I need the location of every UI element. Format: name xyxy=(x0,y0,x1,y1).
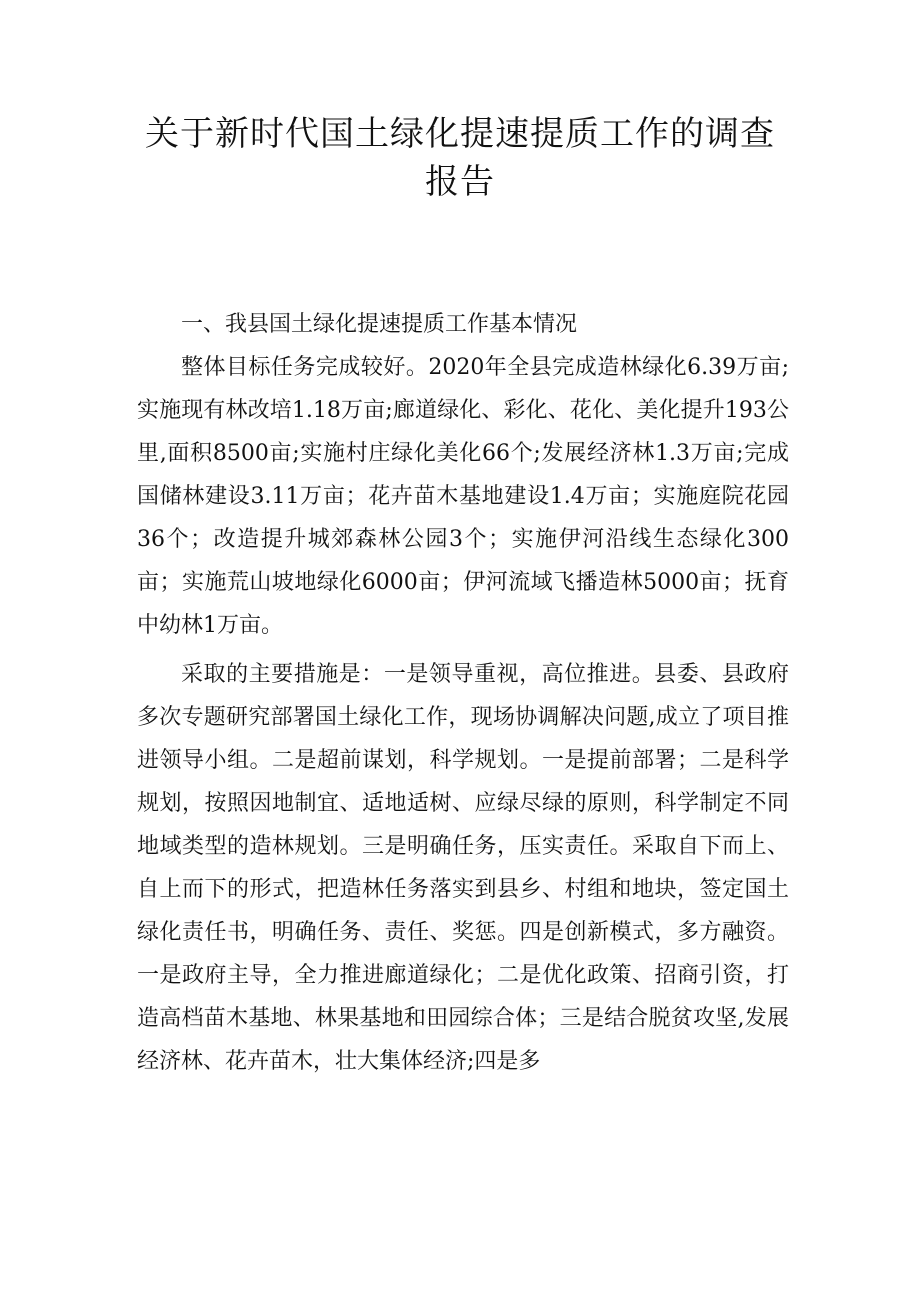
title-line-1: 关于新时代国土绿化提速提质工作的调查 xyxy=(145,114,775,154)
document-title xyxy=(0,110,920,206)
paragraph-targets: 整体目标任务完成较好。2020年全县完成造林绿化6.39万亩;实施现有林改培1.18万亩;廊道绿化、彩化、花化、美化提升193公里,面积8500亩;实施村庄绿化美化66个;发展经济林1.3万亩;完成国储林建设3.11万亩；花卉苗木基地建设1.4万亩；实施庭院花园36个；改造提升城郊森林公园3个；实施伊河沿线生态绿化300亩；实施荒山坡地绿化6000亩；伊河流域飞播造林5000亩；抚育中幼林1万亩。 xyxy=(137,355,789,638)
title-line-2: 报告 xyxy=(425,162,495,202)
paragraph-measures: 采取的主要措施是：一是领导重视，高位推进。县委、县政府多次专题研究部署国土绿化工作，现场协调解决问题,成立了项目推进领导小组。二是超前谋划，科学规划。一是提前部署；二是科学规划，按照因地制宜、适地适树、应绿尽绿的原则，科学制定不同地域类型的造林规划。三是明确任务，压实责任。采取自下而上、自上而下的形式，把造林任务落实到县乡、村组和地块，签定国土绿化责任书，明确任务、责任、奖惩。四是创新模式，多方融资。一是政府主导，全力推进廊道绿化；二是优化政策、招商引资，打造高档苗木基地、林果基地和田园综合体；三是结合脱贫攻坚,发展经济林、花卉苗木，壮大集体经济;四是多 xyxy=(137,662,789,1074)
section-heading: 一、我县国土绿化提速提质工作基本情况 xyxy=(181,312,578,337)
document-body xyxy=(137,303,789,1083)
